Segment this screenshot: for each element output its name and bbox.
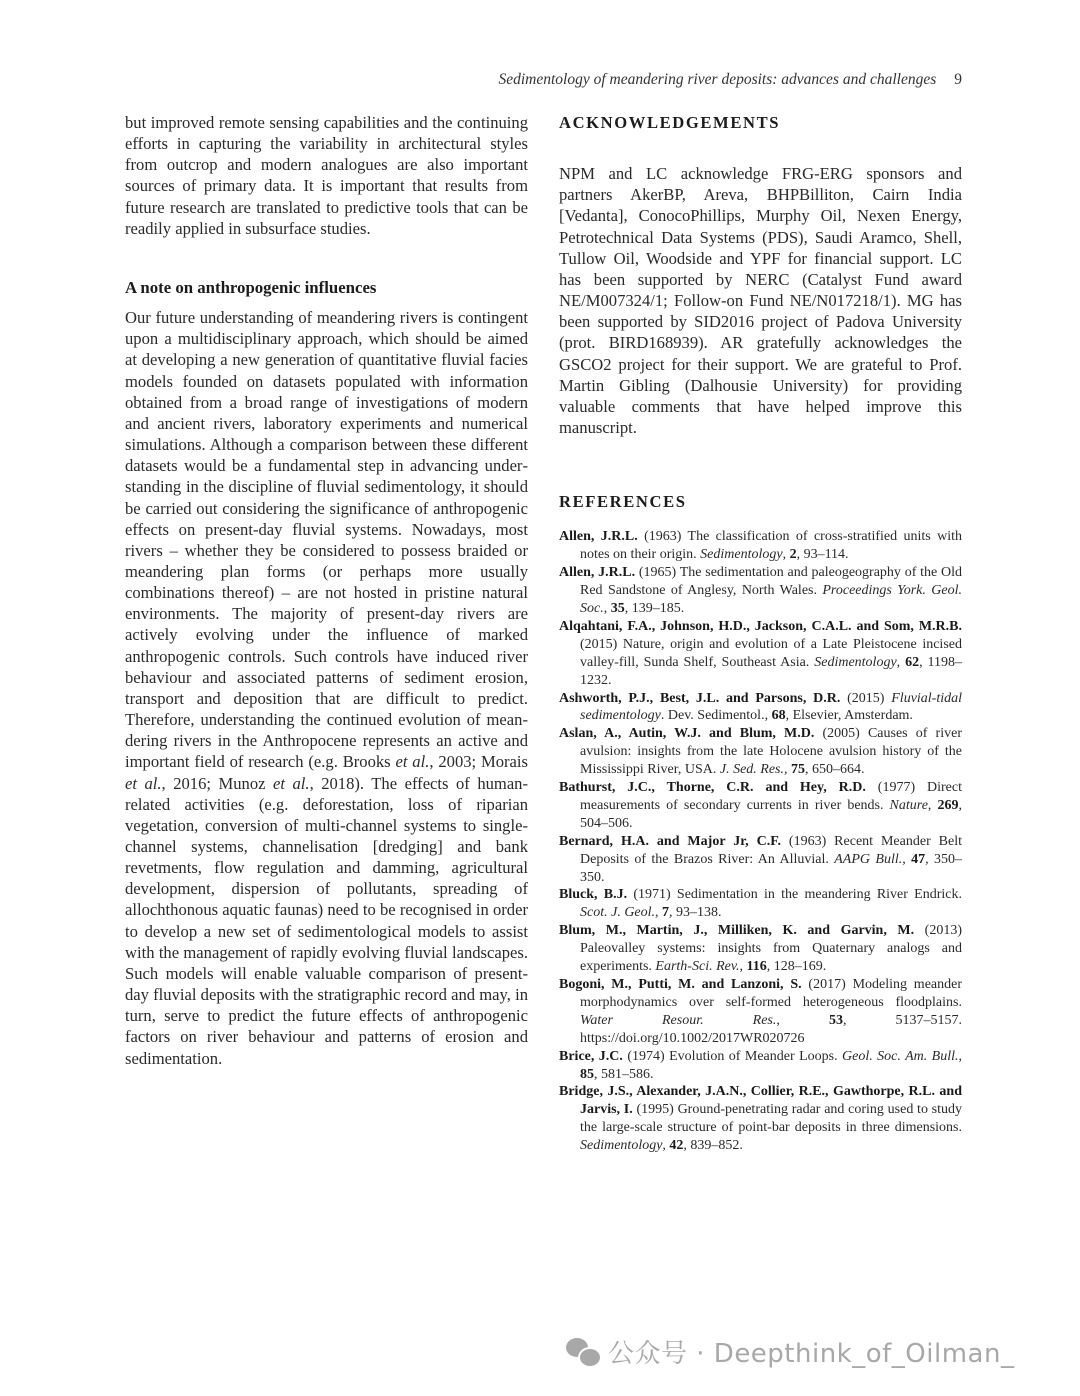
reference-authors: Bogoni, M., Putti, M. and Lanzoni, S.	[559, 977, 802, 992]
reference-title: Recent Meander Belt Deposits of the Brazos River: An Alluvial.	[580, 833, 962, 867]
reference-pages: , 93–114.	[796, 547, 849, 563]
reference-item	[559, 725, 962, 779]
reference-authors: Brice, J.C.	[559, 1048, 623, 1064]
reference-authors: Allen, J.R.L.	[559, 529, 638, 545]
reference-pages: , 504–506.	[580, 797, 962, 831]
reference-year: (1971)	[627, 887, 677, 903]
reference-separator: ,	[896, 654, 906, 670]
reference-volume: 68	[771, 708, 786, 724]
references-heading: REFERENCES	[559, 492, 687, 512]
reference-pages: , 93–138.	[669, 905, 722, 921]
reference-volume: 7	[662, 905, 670, 921]
reference-journal: Scot. J. Geol.	[580, 905, 656, 921]
reference-item	[559, 922, 962, 976]
right-column	[559, 112, 962, 1155]
reference-pages: , 350–350.	[580, 851, 963, 885]
reference-authors: Bluck, B.J.	[559, 887, 628, 903]
reference-authors: Bathurst, J.C., Thorne, C.R. and Hey, R.D.	[559, 780, 866, 796]
reference-separator: ,	[784, 762, 792, 778]
reference-authors: Bernard, H.A. and Major Jr, C.F.	[559, 833, 781, 849]
reference-journal: Fluvial-tidal sedimentology	[580, 690, 963, 724]
reference-title: Sedimentation in the meandering River Endrick.	[676, 887, 962, 903]
citation-year: , 2003; Morais	[429, 752, 528, 772]
citation-year: , 2016; Munoz	[161, 773, 274, 793]
reference-authors: Aslan, A., Autin, W.J. and Blum, M.D.	[559, 726, 815, 742]
watermark-text: 公众号 · Deepthink_of_Oilman_	[608, 1339, 1015, 1369]
reference-pages: , 650–664.	[805, 762, 865, 778]
reference-item	[559, 1048, 962, 1084]
reference-volume: 75	[791, 762, 806, 778]
reference-journal: Nature	[889, 797, 928, 813]
reference-item	[559, 1083, 962, 1155]
reference-title: Direct measurements of secondary currents in river bends.	[580, 780, 962, 813]
reference-year: (1965)	[635, 565, 680, 581]
acknowledgements-heading: ACKNOWLEDGEMENTS	[559, 113, 781, 132]
citation-etal: et al.	[273, 773, 310, 793]
acknowledgements-text: NPM and LC acknowledge FRG-ERG sponsors and partners AkerBP, Areva, BHPBilliton, Cairn India [Vedanta], ConocoPhillips, Murphy Oil, Nexen Energy, Petrotechnical Data Systems (PDS), Saudi Aramco, Shell, Tullow Oil, Woodside and YPF for financial support. LC has been supported by NERC (Catalyst Fund award NE/M007324/1; Follow-on Fund NE/N017218/1). MG has been supported by SID2016 project of Padova University (prot. BIRD168939). AR gratefully acknowledges the GSCO2 project for their support. We are grateful to Prof. Martin Gibling (Dalhousie University) for providing valuable comments that have helped improve this manuscript.	[559, 164, 962, 438]
citation-etal: et al.	[125, 773, 162, 793]
reference-year: (2005)	[814, 726, 868, 742]
reference-volume: 47	[911, 851, 926, 867]
reference-pages: , 128–169.	[766, 959, 827, 975]
reference-title: Ground-penetrating radar and coring used to study the large-scale structure of point-bar deposits in three dimensions.	[580, 1102, 963, 1136]
reference-item	[559, 564, 962, 618]
reference-list	[559, 528, 962, 1155]
reference-journal: Sedimentology	[580, 1138, 663, 1154]
reference-item	[559, 618, 962, 690]
reference-authors: Alqahtani, F.A., Johnson, H.D., Jackson, C.A.L. and Som, M.R.B.	[559, 618, 962, 634]
reference-item	[559, 833, 962, 887]
body-text: Our future understanding of meandering rivers is contingent upon a multidisciplinary approach, which should be aimed at developing a new generation of quantitative fluvial facies models founded on datasets populated with information obtained from a broad range of investigations of modern and ancient rivers, laboratory experiments and numerical simulations. Although a comparison between these different datasets would be a fundamental step in advancing understanding in the discipline of fluvial sedimentology, it should be carried out considering the significance of anthropogenic effects on present-day fluvial systems. Nowadays, most rivers – whether they be considered to possess braided or meandering plan forms (or perhaps more usually combinations thereof) – are not hosted in pristine natural environments. The majority of present-day rivers are actively evolving under the influence of marked anthropogenic controls. Such controls have induced river behaviour and associated patterns of sediment erosion, transport and deposition that are difficult to predict. Therefore, understanding the continued evolution of meandering rivers in the Anthropocene represents an active and important field of research (e.g. Brooks	[125, 308, 528, 772]
reference-item	[559, 690, 962, 726]
reference-separator: ,	[603, 600, 611, 616]
reference-pages: , Elsevier, Amsterdam.	[785, 708, 913, 724]
running-title: Sedimentology of meandering river deposits: advances and challenges	[498, 71, 937, 88]
reference-year: (2015)	[840, 690, 892, 706]
intro-paragraph: but improved remote sensing capabilities and the continuing efforts in capturing the variability in architectural styles from outcrop and modern analogues are also important sources of primary data. It is important that results from future research are translated to predictive tools that can be readily applied in subsurface studies.	[125, 113, 528, 238]
reference-separator: . Dev. Sedimentol.,	[660, 708, 772, 724]
reference-item	[559, 779, 962, 833]
reference-item	[559, 976, 962, 1048]
reference-journal: Earth-Sci. Rev.	[655, 959, 740, 975]
reference-title: Paleovalley systems: insights from Quaternary analogs and experiments.	[580, 941, 962, 975]
reference-volume: 53	[828, 1012, 843, 1028]
reference-year: (2013)	[914, 923, 963, 939]
reference-journal: Sedimentology	[814, 654, 897, 670]
reference-year: (2015)	[580, 636, 623, 652]
reference-volume: 85	[580, 1066, 594, 1082]
reference-year: (1963)	[637, 529, 688, 545]
reference-pages: , 1198–1232.	[580, 654, 963, 688]
reference-item	[559, 886, 962, 922]
reference-title: The classification of cross-stratified units with notes on their origin.	[580, 529, 963, 563]
reference-year: (1977)	[865, 780, 928, 796]
reference-title: Evolution of Meander Loops.	[669, 1048, 843, 1064]
watermark	[566, 1333, 1014, 1370]
reference-volume: 116	[746, 959, 767, 975]
running-header	[498, 71, 962, 89]
reference-separator: ,	[958, 1048, 962, 1064]
reference-volume: 269	[937, 797, 959, 813]
reference-year: (1974)	[622, 1048, 670, 1064]
reference-journal: Sedimentology	[700, 547, 783, 563]
reference-journal: Water Resour. Res.	[580, 1012, 777, 1028]
reference-authors: Bridge, J.S., Alexander, J.A.N., Collier, R.E., Gawthorpe, R.L. and Jarvis, I.	[559, 1084, 962, 1118]
reference-separator: ,	[902, 851, 912, 867]
body-text: , 2018). The effects of human-related activities (e.g. deforestation, loss of riparian vegetation, conversion of multi-channel systems to single-channel systems, channelisation [dredging] and bank revetments, flow regulation and damming, agricultural development, dispersion of pollutants, spreading of allochthonous aquatic faunas) need to be recognised in order to develop a new set of sedimentological models to assist with the management of rapidly evolving fluvial landscapes. Such models will enable valuable comparison of present-day fluvial deposits with the stratigraphic record and may, in turn, serve to predict the future effects of anthropogenic factors on river behaviour and patterns of erosion and sedimentation.	[125, 773, 529, 1068]
reference-volume: 2	[789, 547, 797, 563]
reference-authors: Allen, J.R.L.	[559, 565, 636, 581]
reference-title: Nature, origin and evolution of a Late Pleistocene incised valley-fill, Sunda Shelf, Southeast Asia.	[580, 636, 962, 670]
reference-item	[559, 528, 962, 564]
reference-separator: ,	[662, 1138, 670, 1154]
reference-separator: ,	[927, 797, 938, 813]
reference-year: (1963)	[780, 833, 835, 849]
reference-volume: 62	[905, 654, 920, 670]
reference-separator: ,	[782, 547, 790, 563]
reference-pages: , 139–185.	[624, 600, 685, 616]
reference-pages: , 5137–5157. https://doi.org/10.1002/2017WR020726	[580, 1012, 962, 1046]
reference-authors: Blum, M., Martin, J., Milliken, K. and Garvin, M.	[559, 923, 915, 939]
subsection-title: A note on anthropogenic influences	[125, 277, 377, 297]
reference-title: Causes of river avulsion: insights from the late Holocene avulsion history of the Mississippi River, USA.	[580, 726, 962, 778]
reference-title: The sedimentation and paleogeography of the Old Red Sandstone of Anglesy, North Wales.	[580, 565, 962, 599]
reference-separator: ,	[655, 905, 663, 921]
reference-journal: AAPG Bull.	[834, 851, 903, 867]
anthropogenic-paragraph	[125, 307, 528, 1069]
citation-etal: et al.	[395, 752, 430, 772]
reference-authors: Ashworth, P.J., Best, J.L. and Parsons, D.R.	[559, 690, 841, 706]
reference-year: (2017)	[801, 977, 853, 992]
reference-pages: , 581–586.	[594, 1066, 654, 1082]
reference-journal: Geol. Soc. Am. Bull.	[842, 1048, 959, 1064]
reference-journal: Proceedings York. Geol. Soc.	[580, 583, 962, 616]
wechat-icon	[566, 1338, 600, 1366]
left-column	[125, 112, 528, 1069]
reference-separator: ,	[739, 959, 747, 975]
reference-journal: J. Sed. Res.	[719, 762, 785, 778]
reference-pages: , 839–852.	[683, 1138, 743, 1154]
reference-title: Modeling meander morphodynamics over self-formed heterogeneous floodplains.	[580, 977, 962, 1010]
reference-separator: ,	[776, 1012, 829, 1028]
reference-volume: 35	[610, 600, 625, 616]
reference-volume: 42	[669, 1138, 684, 1154]
page-number: 9	[954, 71, 962, 88]
reference-year: (1995)	[632, 1102, 678, 1118]
